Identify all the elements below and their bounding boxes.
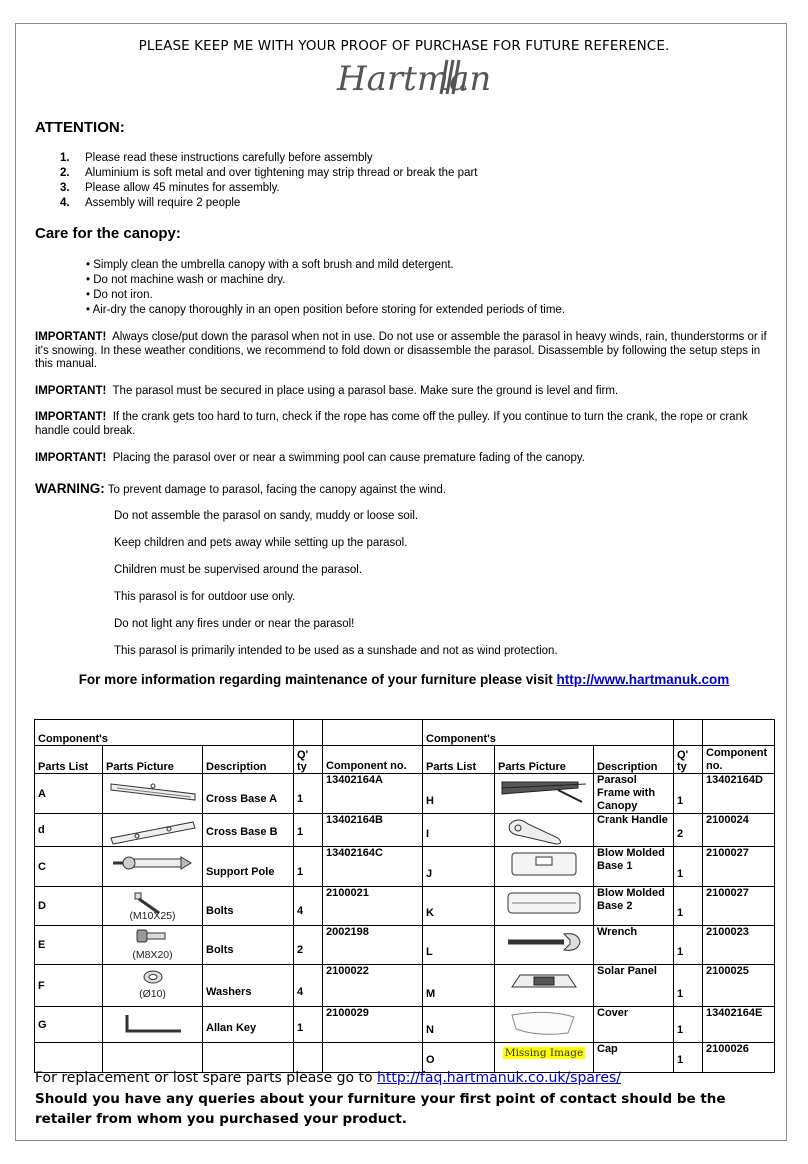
table-row xyxy=(35,847,775,887)
part-description: Solar Panel xyxy=(594,965,674,1007)
part-qty: 1 xyxy=(294,814,323,847)
part-description: Parasol Frame with Canopy xyxy=(594,774,674,814)
table-row xyxy=(35,887,775,926)
component-group-label: Component's xyxy=(423,720,674,746)
part-qty: 1 xyxy=(674,887,703,926)
part-description: Blow Molded Base 2 xyxy=(594,887,674,926)
parts-table xyxy=(34,719,775,1073)
support-pole-icon xyxy=(107,847,199,879)
list-item: 4. Assembly will require 2 people xyxy=(60,197,241,209)
list-item: • Do not machine wash or machine dry. xyxy=(86,274,286,286)
part-letter: D xyxy=(35,887,103,926)
component-number: 13402164D xyxy=(703,774,775,814)
part-description: Bolts xyxy=(203,926,294,965)
part-qty: 1 xyxy=(674,1007,703,1043)
component-number: 2100027 xyxy=(703,887,775,926)
part-size-label: (M10X25) xyxy=(129,910,176,922)
part-qty: 4 xyxy=(294,887,323,926)
part-qty: 4 xyxy=(294,965,323,1007)
part-letter: E xyxy=(35,926,103,965)
table-row xyxy=(35,965,775,1007)
contact-note: Should you have any queries about your furniture your first point of contact should be the retailer from whom you purchased your product. xyxy=(35,1091,726,1127)
part-letter: C xyxy=(35,847,103,887)
parts-picture xyxy=(103,847,203,887)
important-note: IMPORTANT! The parasol must be secured in place using a parasol base. Make sure the ground is level and firm. xyxy=(35,385,619,397)
part-qty: 1 xyxy=(294,1007,323,1043)
parts-picture xyxy=(103,1043,203,1073)
parts-picture xyxy=(103,814,203,847)
warning-item: Do not light any fires under or near the parasol! xyxy=(114,618,355,630)
parts-picture xyxy=(495,1007,594,1043)
table-row xyxy=(35,814,775,847)
important-note: IMPORTANT! If the crank gets too hard to turn, check if the rope has come off the pulley. If you continue to turn the crank, the rope or crank handle could break. xyxy=(35,411,748,437)
parts-picture xyxy=(495,814,594,847)
base-2-icon xyxy=(498,887,590,919)
hartman-logo-icon xyxy=(335,52,492,102)
part-letter: d xyxy=(35,814,103,847)
part-qty: 1 xyxy=(674,965,703,1007)
part-description: Wrench xyxy=(594,926,674,965)
component-number: 2100025 xyxy=(703,965,775,1007)
list-item: 2. Aluminium is soft metal and over tightening may strip thread or break the part xyxy=(60,167,478,179)
wrench-icon xyxy=(498,926,590,958)
component-number: 2100026 xyxy=(703,1043,775,1073)
component-number: 2002198 xyxy=(323,926,423,965)
part-letter: M xyxy=(423,965,495,1007)
parts-picture xyxy=(103,1007,203,1043)
parts-picture xyxy=(103,887,203,926)
list-item: • Air-dry the canopy thoroughly in an open position before storing for extended periods of time. xyxy=(86,304,566,316)
part-letter: K xyxy=(423,887,495,926)
part-description: Cover xyxy=(594,1007,674,1043)
important-note: IMPORTANT! Placing the parasol over or near a swimming pool can cause premature fading of the canopy. xyxy=(35,452,585,464)
part-qty: 1 xyxy=(294,847,323,887)
component-number: 2100022 xyxy=(323,965,423,1007)
part-letter xyxy=(35,1043,103,1073)
cross-base-b-icon xyxy=(107,814,199,846)
part-qty: 2 xyxy=(294,926,323,965)
component-number: 13402164C xyxy=(323,847,423,887)
keep-notice: PLEASE KEEP ME WITH YOUR PROOF OF PURCHASE FOR FUTURE REFERENCE. xyxy=(138,38,670,54)
warning-item: This parasol is primarily intended to be used as a sunshade and not as wind protection. xyxy=(114,645,558,657)
part-description: Cross Base A xyxy=(203,774,294,814)
component-number xyxy=(323,1043,423,1073)
part-description: Bolts xyxy=(203,887,294,926)
part-description xyxy=(203,1043,294,1073)
part-letter: J xyxy=(423,847,495,887)
part-description: Washers xyxy=(203,965,294,1007)
table-group-header xyxy=(35,720,775,746)
list-item: • Do not iron. xyxy=(86,289,153,301)
parts-picture xyxy=(495,965,594,1007)
parasol-frame-icon xyxy=(498,774,590,806)
warning-item: Do not assemble the parasol on sandy, muddy or loose soil. xyxy=(114,510,419,522)
hartman-website-link[interactable]: http://www.hartmanuk.com xyxy=(556,672,730,687)
part-qty: 1 xyxy=(674,847,703,887)
care-list xyxy=(86,258,565,318)
table-row xyxy=(35,1043,775,1073)
component-number: 13402164A xyxy=(323,774,423,814)
component-number: 2100029 xyxy=(323,1007,423,1043)
component-number: 2100024 xyxy=(703,814,775,847)
parts-picture xyxy=(495,847,594,887)
part-qty: 1 xyxy=(294,774,323,814)
component-number: 2100023 xyxy=(703,926,775,965)
parts-picture xyxy=(495,887,594,926)
warning-item: This parasol is for outdoor use only. xyxy=(114,591,296,603)
list-item: 3. Please allow 45 minutes for assembly. xyxy=(60,182,280,194)
part-description: Blow Molded Base 1 xyxy=(594,847,674,887)
component-number: 13402164E xyxy=(703,1007,775,1043)
cover-icon xyxy=(498,1007,590,1039)
part-size-label: (Ø10) xyxy=(139,988,166,1000)
part-description: Cross Base B xyxy=(203,814,294,847)
attention-heading: ATTENTION: xyxy=(35,119,125,136)
logo-text: Hartman xyxy=(337,59,492,99)
part-letter: A xyxy=(35,774,103,814)
table-row xyxy=(35,926,775,965)
parts-picture xyxy=(103,774,203,814)
part-description: Allan Key xyxy=(203,1007,294,1043)
component-number: 13402164B xyxy=(323,814,423,847)
replacement-line: For replacement or lost spare parts please go to http://faq.hartmanuk.co.uk/spares/ xyxy=(35,1070,621,1086)
list-item: 1. Please read these instructions carefully before assembly xyxy=(60,152,373,164)
cross-base-a-icon xyxy=(107,774,199,806)
parts-picture xyxy=(495,1043,594,1073)
part-letter: I xyxy=(423,814,495,847)
hartman-logo xyxy=(335,52,492,102)
base-1-icon xyxy=(498,847,590,879)
care-heading: Care for the canopy: xyxy=(35,225,181,242)
component-number: 2100027 xyxy=(703,847,775,887)
part-qty: 2 xyxy=(674,814,703,847)
table-row xyxy=(35,774,775,814)
part-qty: 1 xyxy=(674,926,703,965)
part-letter: F xyxy=(35,965,103,1007)
allen-key-icon xyxy=(107,1007,199,1039)
part-letter: L xyxy=(423,926,495,965)
part-qty: 1 xyxy=(674,774,703,814)
part-description: Cap xyxy=(594,1043,674,1073)
solar-panel-icon xyxy=(498,965,590,997)
warning-item: Keep children and pets away while setting up the parasol. xyxy=(114,537,408,549)
part-qty: 1 xyxy=(674,1043,703,1073)
parts-picture xyxy=(103,965,203,1007)
attention-list xyxy=(60,151,477,211)
part-letter: G xyxy=(35,1007,103,1043)
more-info: For more information regarding maintenance of your furniture please visit http://www.hartmanuk.com xyxy=(78,672,730,687)
part-size-label: (M8X20) xyxy=(132,949,173,961)
warning-line: WARNING: To prevent damage to parasol, facing the canopy against the wind. xyxy=(35,481,446,496)
spares-link[interactable]: http://faq.hartmanuk.co.uk/spares/ xyxy=(377,1070,621,1086)
parts-picture xyxy=(495,926,594,965)
part-description: Crank Handle xyxy=(594,814,674,847)
missing-image-placeholder: Missing Image xyxy=(504,1047,584,1059)
list-item: • Simply clean the umbrella canopy with a soft brush and mild detergent. xyxy=(86,259,454,271)
parts-picture xyxy=(495,774,594,814)
component-group-label: Component's xyxy=(35,720,294,746)
part-qty xyxy=(294,1043,323,1073)
table-header-row: Parts List Parts Picture Description Q' ty Component no. Parts List Parts Picture Description Q' ty Component no. xyxy=(35,746,775,774)
part-letter: H xyxy=(423,774,495,814)
warning-item: Children must be supervised around the parasol. xyxy=(114,564,363,576)
parts-picture xyxy=(103,926,203,965)
part-description: Support Pole xyxy=(203,847,294,887)
table-row xyxy=(35,1007,775,1043)
important-note: IMPORTANT! Always close/put down the parasol when not in use. Do not use or assemble the parasol in heavy winds, rain, thunderstorms or if it's snowing. In these weather conditions, we recommend to fold down or disassemble the parasol. Disassemble by following the setup steps in this manual. xyxy=(35,331,767,370)
component-number: 2100021 xyxy=(323,887,423,926)
crank-handle-icon xyxy=(498,814,590,846)
part-letter: O xyxy=(423,1043,495,1073)
part-letter: N xyxy=(423,1007,495,1043)
